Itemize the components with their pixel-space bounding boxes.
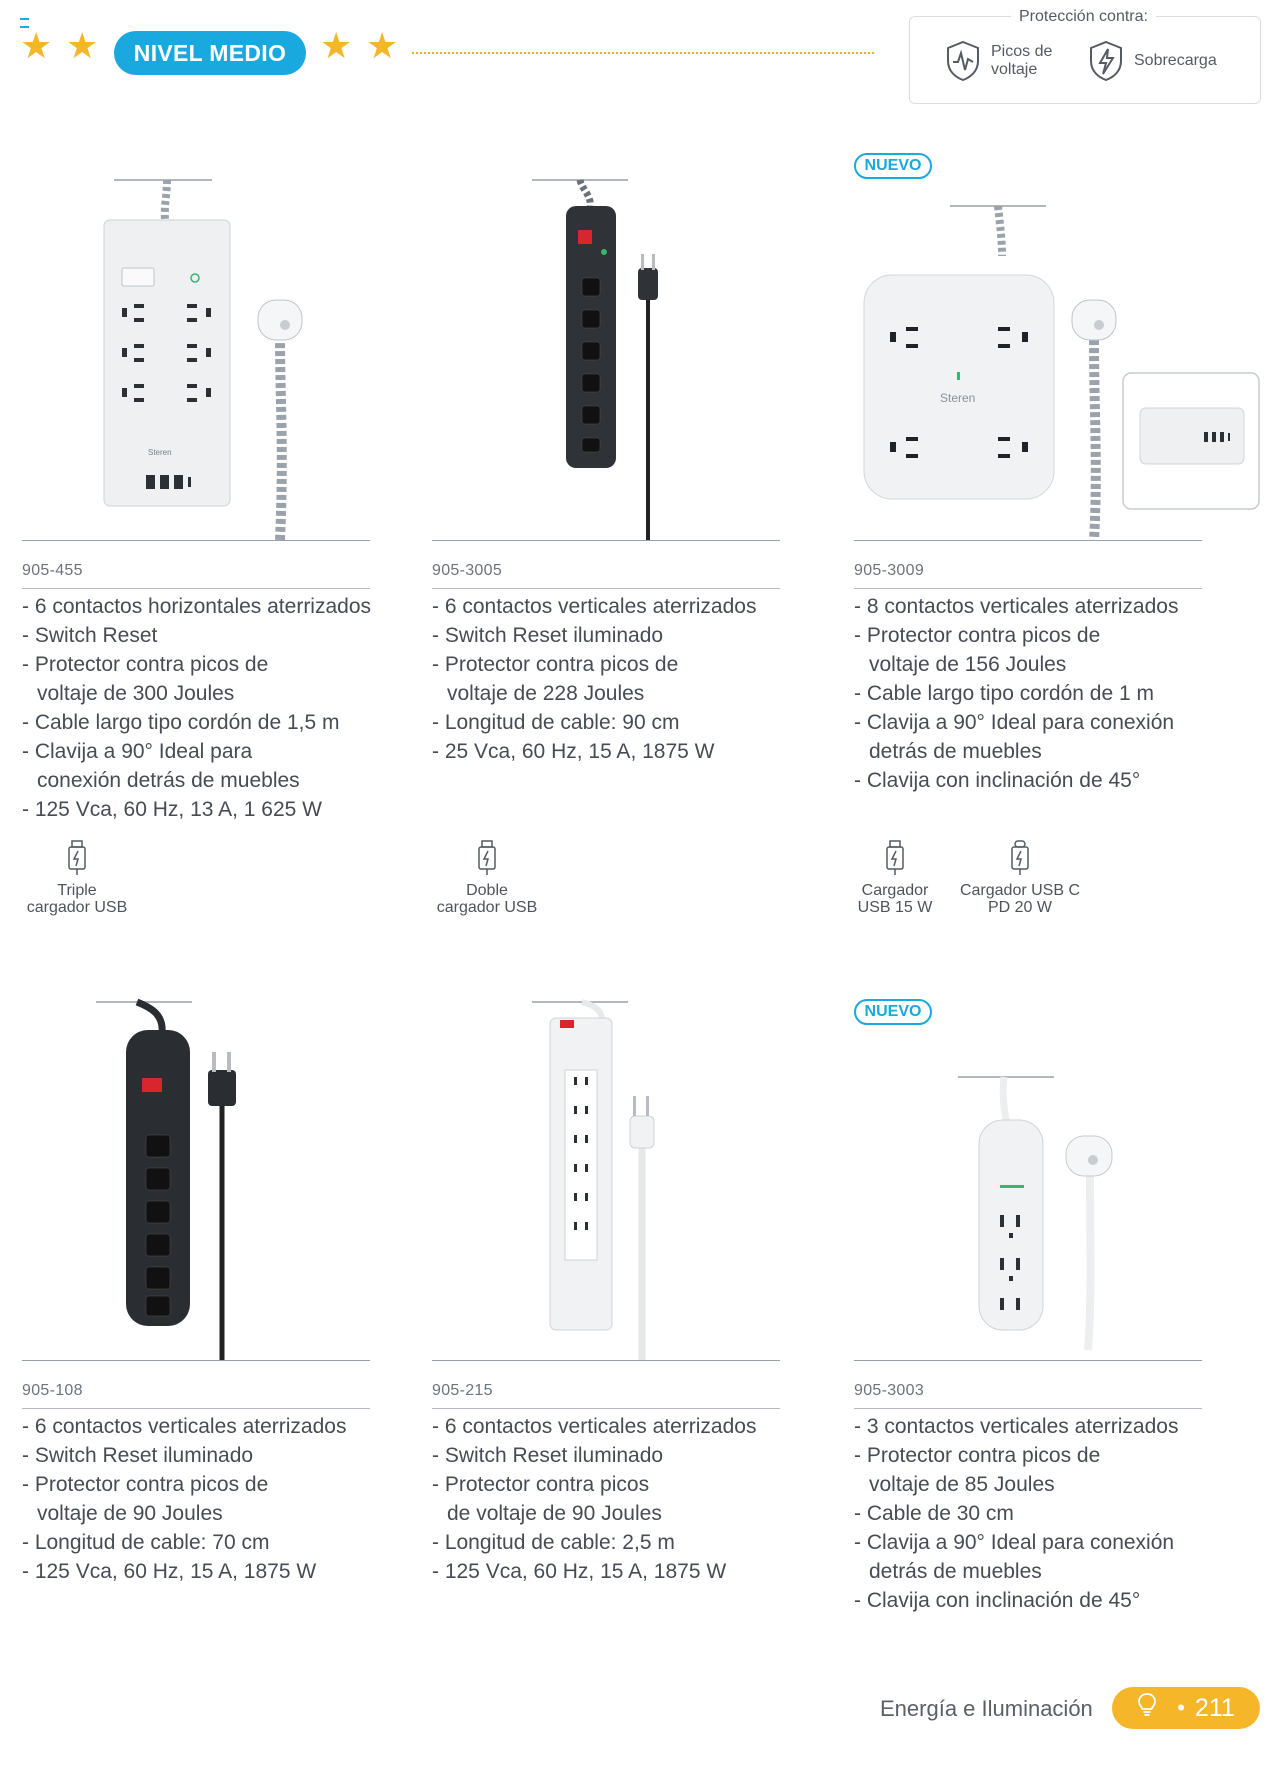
feature-item: - 6 contactos verticales aterrizados (22, 1415, 347, 1438)
star-icon: ★ (320, 25, 353, 66)
product-sku: 905-215 (432, 1382, 493, 1399)
feature-item: - Clavija con inclinación de 45° (854, 1589, 1141, 1612)
feature-list (432, 1412, 756, 1586)
product-image (22, 150, 370, 540)
shield-lightning-icon (1086, 39, 1126, 83)
sku-divider (854, 588, 1202, 589)
feature-item: voltaje de 156 Joules (869, 653, 1067, 676)
product-image (854, 150, 1264, 540)
star-icon: ★ (20, 25, 53, 66)
product-sku: 905-455 (22, 562, 83, 579)
feature-item: - Switch Reset (22, 624, 158, 647)
section-title: Energía e Iluminación (880, 1696, 1093, 1721)
image-baseline (432, 1360, 780, 1361)
svg-text:Steren: Steren (148, 448, 172, 457)
usb-feature (432, 840, 542, 916)
feature-item: detrás de muebles (869, 1560, 1042, 1583)
feature-item: - 125 Vca, 60 Hz, 15 A, 1875 W (432, 1560, 727, 1583)
feature-item: - 6 contactos verticales aterrizados (432, 1415, 757, 1438)
product-image (432, 150, 780, 540)
feature-list (432, 592, 756, 766)
sku-divider (854, 1408, 1202, 1409)
feature-item: - Protector contra picos de (854, 624, 1101, 647)
usb-label-line2: cargador USB (26, 899, 128, 916)
usb-charger-icon (885, 840, 905, 876)
usb-label-line1: Cargador (861, 882, 929, 899)
usb-feature (22, 840, 132, 916)
usb-label-line1: Doble (466, 882, 508, 899)
shield-surge-icon (943, 39, 983, 83)
usb-label-line2: cargador USB (436, 899, 538, 916)
product-sku: 905-3009 (854, 562, 925, 579)
usb-feature (854, 840, 936, 916)
feature-item: - 125 Vca, 60 Hz, 13 A, 1 625 W (22, 798, 322, 821)
usb-charger-icon (67, 840, 87, 876)
feature-item: - Cable largo tipo cordón de 1 m (854, 682, 1154, 705)
protection-title: Protección contra: (1011, 8, 1156, 26)
image-baseline (854, 1360, 1202, 1361)
feature-item: - Cable de 30 cm (854, 1502, 1014, 1525)
feature-item: - 8 contactos verticales aterrizados (854, 595, 1179, 618)
image-baseline (854, 540, 1202, 541)
feature-item: - Longitud de cable: 2,5 m (432, 1531, 675, 1554)
feature-item: - Cable largo tipo cordón de 1,5 m (22, 711, 340, 734)
feature-item: - 6 contactos horizontales aterrizados (22, 595, 372, 618)
svg-text:Steren: Steren (940, 391, 976, 405)
usb-c-charger-icon (1010, 840, 1030, 876)
page-number-badge (1112, 1687, 1260, 1729)
page-header (0, 0, 1280, 120)
page-number: 211 (1194, 1693, 1235, 1722)
protection-label: Picos de voltaje (991, 43, 1053, 78)
protection-item-surge (943, 39, 1071, 83)
feature-item: - Switch Reset iluminado (432, 624, 664, 647)
dotted-divider (412, 52, 874, 54)
feature-item: - Protector contra picos de (854, 1444, 1101, 1467)
feature-list (854, 1412, 1178, 1615)
feature-item: - Protector contra picos (432, 1473, 650, 1496)
protection-item-overload (1086, 39, 1234, 83)
feature-item: - 3 contactos verticales aterrizados (854, 1415, 1179, 1438)
protection-label: Sobrecarga (1134, 52, 1217, 69)
feature-item: - Longitud de cable: 70 cm (22, 1531, 270, 1554)
lightbulb-icon (1137, 1692, 1157, 1725)
product-image (854, 990, 1202, 1360)
new-badge: NUEVO (854, 999, 932, 1025)
feature-item: voltaje de 90 Joules (37, 1502, 223, 1525)
feature-item: - Clavija con inclinación de 45° (854, 769, 1141, 792)
product-sku: 905-3005 (432, 562, 503, 579)
feature-item: voltaje de 85 Joules (869, 1473, 1055, 1496)
feature-item: - Protector contra picos de (22, 1473, 269, 1496)
usb-c-feature (950, 840, 1090, 916)
feature-item: voltaje de 228 Joules (447, 682, 645, 705)
feature-item: - Clavija a 90° Ideal para conexión (854, 711, 1175, 734)
feature-item: voltaje de 300 Joules (37, 682, 235, 705)
usb-charger-icon (477, 840, 497, 876)
feature-item: - Clavija a 90° Ideal para (22, 740, 253, 763)
feature-item: - Clavija a 90° Ideal para conexión (854, 1531, 1175, 1554)
usb-label-line1: Triple (57, 882, 97, 899)
feature-item: conexión detrás de muebles (37, 769, 300, 792)
sku-divider (432, 1408, 780, 1409)
feature-item: - 6 contactos verticales aterrizados (432, 595, 757, 618)
usb-label-line2: USB 15 W (857, 899, 933, 916)
feature-item: - Protector contra picos de (22, 653, 269, 676)
footer-separator: • (1177, 1695, 1185, 1720)
level-badge: NIVEL MEDIO (114, 31, 306, 75)
protection-box (909, 8, 1261, 104)
usb-label-line1: Cargador USB C (959, 882, 1081, 899)
feature-item: - Switch Reset iluminado (22, 1444, 254, 1467)
feature-list (854, 592, 1178, 795)
feature-item: - Protector contra picos de (432, 653, 679, 676)
feature-list (22, 592, 371, 824)
feature-item: detrás de muebles (869, 740, 1042, 763)
usb-label-line2: PD 20 W (987, 899, 1052, 916)
product-sku: 905-108 (22, 1382, 83, 1399)
feature-item: - Switch Reset iluminado (432, 1444, 664, 1467)
star-icon: ★ (66, 25, 99, 66)
product-sku: 905-3003 (854, 1382, 925, 1399)
image-baseline (22, 1360, 370, 1361)
image-baseline (432, 540, 780, 541)
sku-divider (22, 1408, 370, 1409)
feature-item: - 125 Vca, 60 Hz, 15 A, 1875 W (22, 1560, 317, 1583)
star-icon: ★ (366, 25, 399, 66)
feature-item: de voltaje de 90 Joules (447, 1502, 662, 1525)
new-badge: NUEVO (854, 153, 932, 179)
sku-divider (22, 588, 370, 589)
product-image (432, 990, 780, 1360)
feature-item: - 25 Vca, 60 Hz, 15 A, 1875 W (432, 740, 715, 763)
image-baseline (22, 540, 370, 541)
feature-item: - Longitud de cable: 90 cm (432, 711, 680, 734)
feature-list (22, 1412, 346, 1586)
sku-divider (432, 588, 780, 589)
product-image (22, 990, 370, 1360)
